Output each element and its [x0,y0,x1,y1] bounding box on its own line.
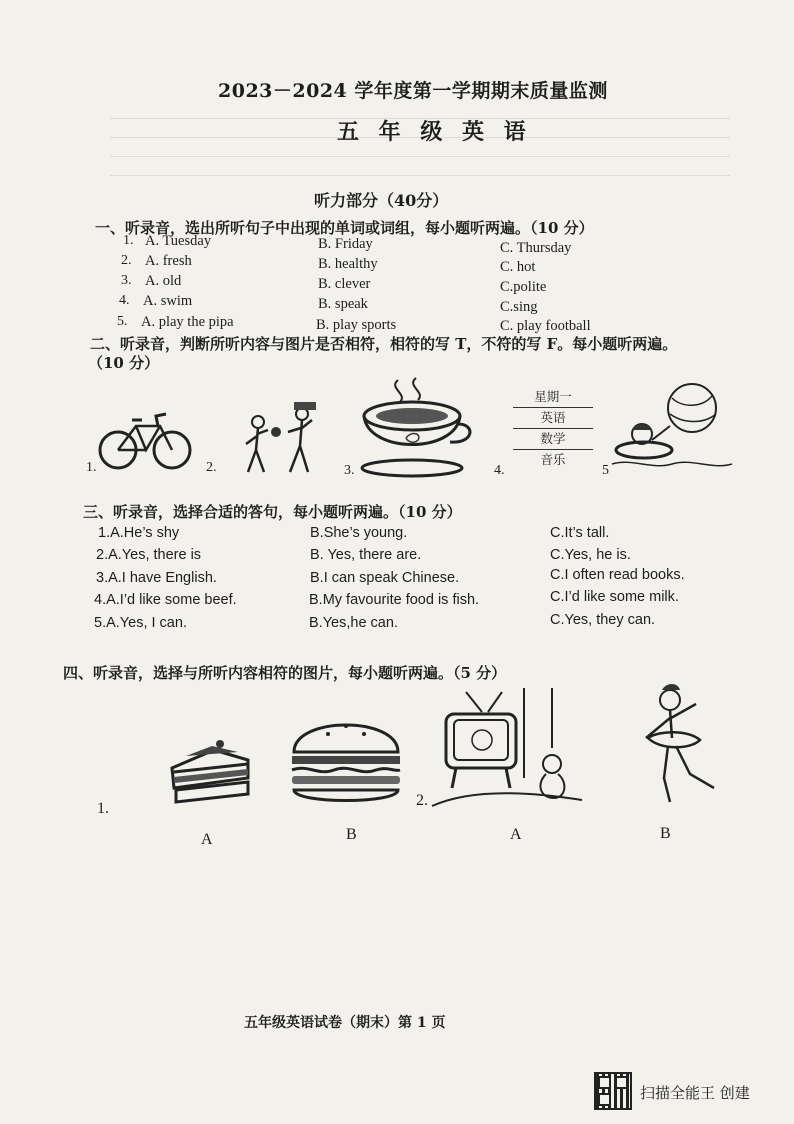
s4-picture-label: B [346,826,357,843]
scanner-watermark: 扫描全能王 创建 [640,1084,750,1102]
section-3-heading: 三、听录音，选择合适的答句，每小题听两遍。（10 分） [83,503,462,521]
s3-option-c: C.Yes, they can. [550,612,656,628]
s1-option-c: C. play football [500,318,591,334]
swimming-girl-picture [612,378,732,478]
section-2-heading: 二、听录音，判断所听内容与图片是否相符，相符的写 T，不符的写 F。每小题听两遍。 [90,335,678,353]
schedule-cell: 数学 [513,429,593,450]
schedule-cell: 星期一 [513,387,593,408]
section-1-heading: 一、听录音，选出所听句子中出现的单词或词组，每小题听两遍。（10 分） [95,219,594,237]
s3-option-c: C.I’d like some milk. [550,589,679,605]
listening-part-heading: 听力部分（40分） [314,191,449,210]
s1-option-c: C.sing [500,299,538,315]
schedule-cell: 音乐 [540,452,566,467]
s1-option-a: A. old [145,273,182,289]
section-2-score: （10 分） [88,354,160,372]
teacup-picture [358,374,478,479]
s3-option-c: C.It’s tall. [550,525,610,541]
sandwich-picture [164,738,254,808]
s1-option-b: B. play sports [316,317,397,333]
s1-option-a: A. swim [143,293,193,309]
s4-picture-label: B [660,825,671,842]
section-4-heading: 四、听录音，选择与所听内容相符的图片，每小题听两遍。（5 分） [63,664,507,682]
s1-item-number: 1. [123,233,134,248]
s1-item-number: 5. [117,314,128,329]
s1-option-c: C. Thursday [500,240,572,256]
s3-option-b: B.I can speak Chinese. [310,570,460,586]
s1-item-number: 4. [119,293,130,308]
s1-option-b: B. clever [318,276,371,292]
s4-item-number: 2. [416,792,428,809]
qr-code-icon [596,1074,630,1108]
s3-option-b: B. Yes, there are. [310,547,422,563]
bicycle-picture [98,404,194,474]
s1-option-a: A. Tuesday [145,233,212,249]
s1-item-number: 2. [121,253,132,268]
exam-title: 2023－2024 学年度第一学期期末质量监测 [218,80,608,102]
s2-picture-number: 5 [602,463,609,478]
s4-picture-label: A [201,831,213,848]
s3-option-a: 5.A.Yes, I can. [94,615,187,631]
s3-option-a: 4.A.I’d like some beef. [94,592,237,608]
schedule-cell: 英语 [513,408,593,429]
s3-option-c: C.Yes, he is. [550,547,631,563]
s4-picture-label: A [510,826,522,843]
kids-playing-picture [232,400,322,475]
s3-option-b: B.Yes,he can. [309,615,398,631]
exam-subtitle: 五 年 级 英 语 [337,119,532,145]
page-footer: 五年级英语试卷（期末）第 1 页 [244,1015,446,1031]
s1-option-b: B. healthy [318,256,378,272]
s3-option-a: 1.A.He’s shy [98,525,180,541]
s1-option-c: C. hot [500,259,536,275]
s2-picture-number: 2. [206,460,217,475]
s1-option-c: C.polite [500,279,547,295]
s4-item-number: 1. [97,800,109,817]
s3-option-c: C.I often read books. [550,567,685,583]
s3-option-a: 3.A.I have English. [96,570,217,586]
schedule-table [513,387,593,470]
hamburger-picture [288,712,404,807]
tv-boy-picture [432,688,582,813]
s3-option-a: 2.A.Yes, there is [96,547,202,563]
s1-option-a: A. fresh [145,253,192,269]
s3-option-b: B.She’s young. [310,525,408,541]
s1-option-a: A. play the pipa [141,314,234,330]
s1-option-b: B. Friday [318,236,373,252]
s2-picture-number: 3. [344,463,355,478]
ballerina-picture [630,682,730,807]
s1-item-number: 3. [121,273,132,288]
s3-option-b: B.My favourite food is fish. [309,592,480,608]
s2-picture-number: 1. [86,460,97,475]
s2-picture-number: 4. [494,463,505,478]
s1-option-b: B. speak [318,296,368,312]
